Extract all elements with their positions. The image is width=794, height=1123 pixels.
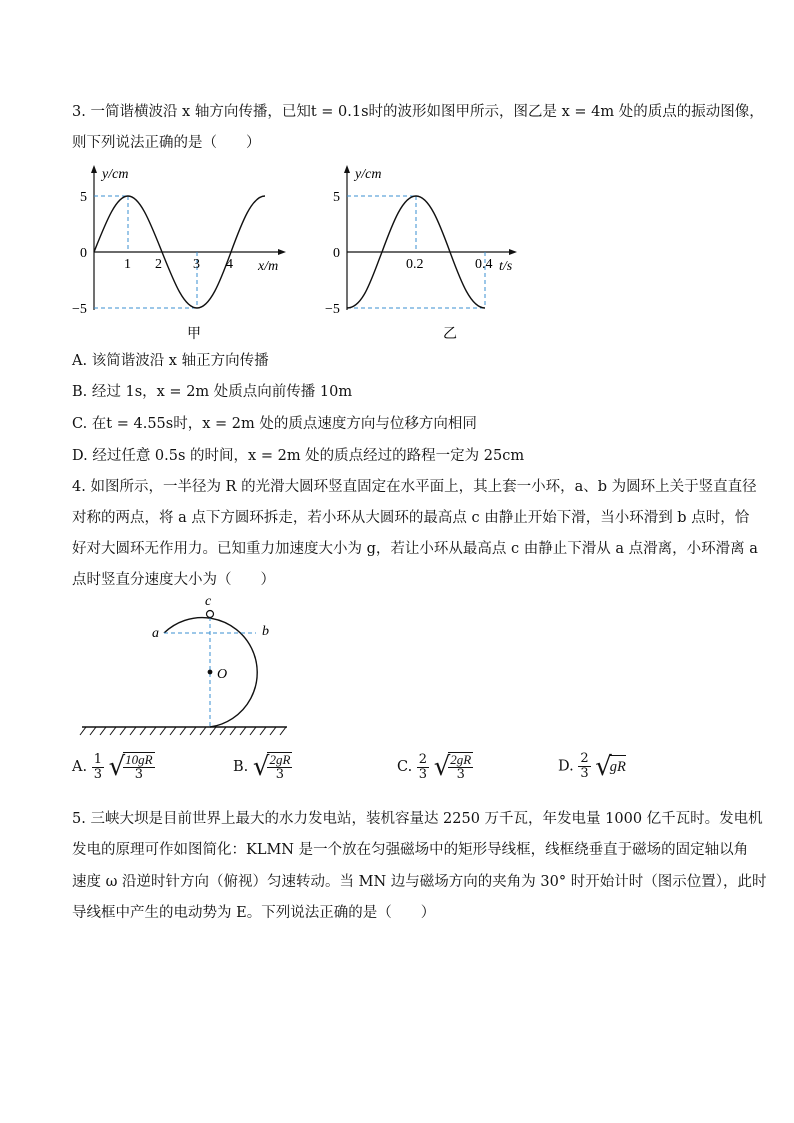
q4-stem-line1: 4. 如图所示，一半径为 R 的光滑大圆环竖直固定在水平面上，其上套一小环，a、b 为圆环上关于竖直直径 <box>72 479 757 495</box>
q4-ring-figure <box>72 592 312 742</box>
q3-yi-tick-x-0.2: 0.2 <box>406 257 424 272</box>
q3-jia-tick-x-1: 1 <box>124 257 131 272</box>
q3-jia-tick-y-5: 5 <box>80 190 87 205</box>
q3-yi-tick-x-0.4: 0.4 <box>475 257 493 272</box>
q5-stem-line4: 导线框中产生的电动势为 E。下列说法正确的是（ ） <box>72 905 436 921</box>
q4-stem-line4: 点时竖直分速度大小为（ ） <box>72 572 275 588</box>
q4-option-a[interactable] <box>72 752 155 782</box>
q3-jia-caption: 甲 <box>187 327 201 342</box>
q4-option-d-sqrt: √ gR <box>595 751 626 782</box>
q4-option-a-sqrt: √ $\frac{10gR}{3}$ <box>108 752 153 782</box>
q3-jia-xlabel: x/m <box>258 259 279 274</box>
q5-stem-line3: 速度 ω 沿逆时针方向（俯视）匀速转动。当 MN 边与磁场方向的夹角为 30° 时开始计时（图示位置），此时 <box>72 874 767 890</box>
q3-yi-tick-y-5: 5 <box>333 190 340 205</box>
q4-stem-line3: 好对大圆环无作用力。已知重力加速度大小为 g，若让小环从最高点 c 由静止下滑从 a 点滑离，小环滑离 a <box>72 541 758 557</box>
q4-option-a-coef: $\frac{1}{3}$ <box>93 751 102 782</box>
q4-option-c-label: C. <box>397 759 413 775</box>
q4-option-c-coef: $\frac{2}{3}$ <box>418 751 428 782</box>
q4-option-d[interactable] <box>558 752 626 781</box>
q4-option-d-label: D. <box>558 758 574 775</box>
q3-option-c[interactable]: C. 在t = 4.55s时，x = 2m 处的质点速度方向与位移方向相同 <box>72 416 477 432</box>
q3-option-d[interactable]: D. 经过任意 0.5s 的时间，x = 2m 处的质点经过的路程一定为 25cm <box>72 448 525 464</box>
q4-label-o: O <box>217 667 228 682</box>
q4-stem-line2: 对称的两点，将 a 点下方圆环拆走，若小环从大圆环的最高点 c 由静止开始下滑，当小环滑到 b 点时，恰 <box>72 510 750 526</box>
q5-stem-line2: 发电的原理可作如图简化：KLMN 是一个放在匀强磁场中的矩形导线框，线框绕垂直于磁场的固定轴以角 <box>72 842 749 858</box>
q3-jia-tick-x-3: 3 <box>193 257 200 272</box>
q4-label-b: b <box>262 624 269 639</box>
q3-jia-tick-x-2: 2 <box>155 257 162 272</box>
q3-yi-tick-y-neg5: −5 <box>325 302 340 317</box>
q3-yi-tick-y-0: 0 <box>333 246 340 261</box>
q3-yi-xlabel: t/s <box>499 259 513 274</box>
q4-option-a-label: A. <box>72 759 88 775</box>
q4-option-c-sqrt: √ $\frac{2gR}{3}$ <box>433 752 472 782</box>
q3-stem-line1: 3. 一简谐横波沿 x 轴方向传播，已知t = 0.1s时的波形如图甲所示，图乙是 x = 4m 处的质点的振动图像， <box>72 104 764 120</box>
q5-stem-line1: 5. 三峡大坝是目前世界上最大的水力发电站，装机容量达 2250 万千瓦，年发电量 1000 亿千瓦时。发电机 <box>72 811 763 827</box>
q3-jia-tick-x-4: 4 <box>226 257 233 272</box>
q3-option-b[interactable]: B. 经过 1s，x = 2m 处质点向前传播 10m <box>72 384 353 400</box>
q4-option-b-label: B. <box>233 759 249 775</box>
q3-wave-graph-jia <box>72 160 302 345</box>
q3-stem-line2: 则下列说法正确的是（ ） <box>72 135 261 151</box>
q4-option-b-sqrt: √ $\frac{2gR}{3}$ <box>252 752 291 782</box>
q4-option-c[interactable] <box>397 752 473 782</box>
q4-label-c: c <box>205 594 212 609</box>
q3-jia-tick-y-0: 0 <box>80 246 87 261</box>
q4-label-a: a <box>152 626 159 641</box>
q4-option-b[interactable] <box>233 752 292 782</box>
q4-option-d-coef: $\frac{2}{3}$ <box>580 751 589 781</box>
q3-option-a[interactable]: A. 该简谐波沿 x 轴正方向传播 <box>72 353 269 369</box>
q3-yi-caption: 乙 <box>443 327 457 342</box>
q3-jia-tick-y-neg5: −5 <box>72 302 87 317</box>
q3-vibration-graph-yi <box>325 160 555 345</box>
q3-jia-ylabel: y/cm <box>102 167 129 182</box>
q3-yi-ylabel: y/cm <box>355 167 382 182</box>
